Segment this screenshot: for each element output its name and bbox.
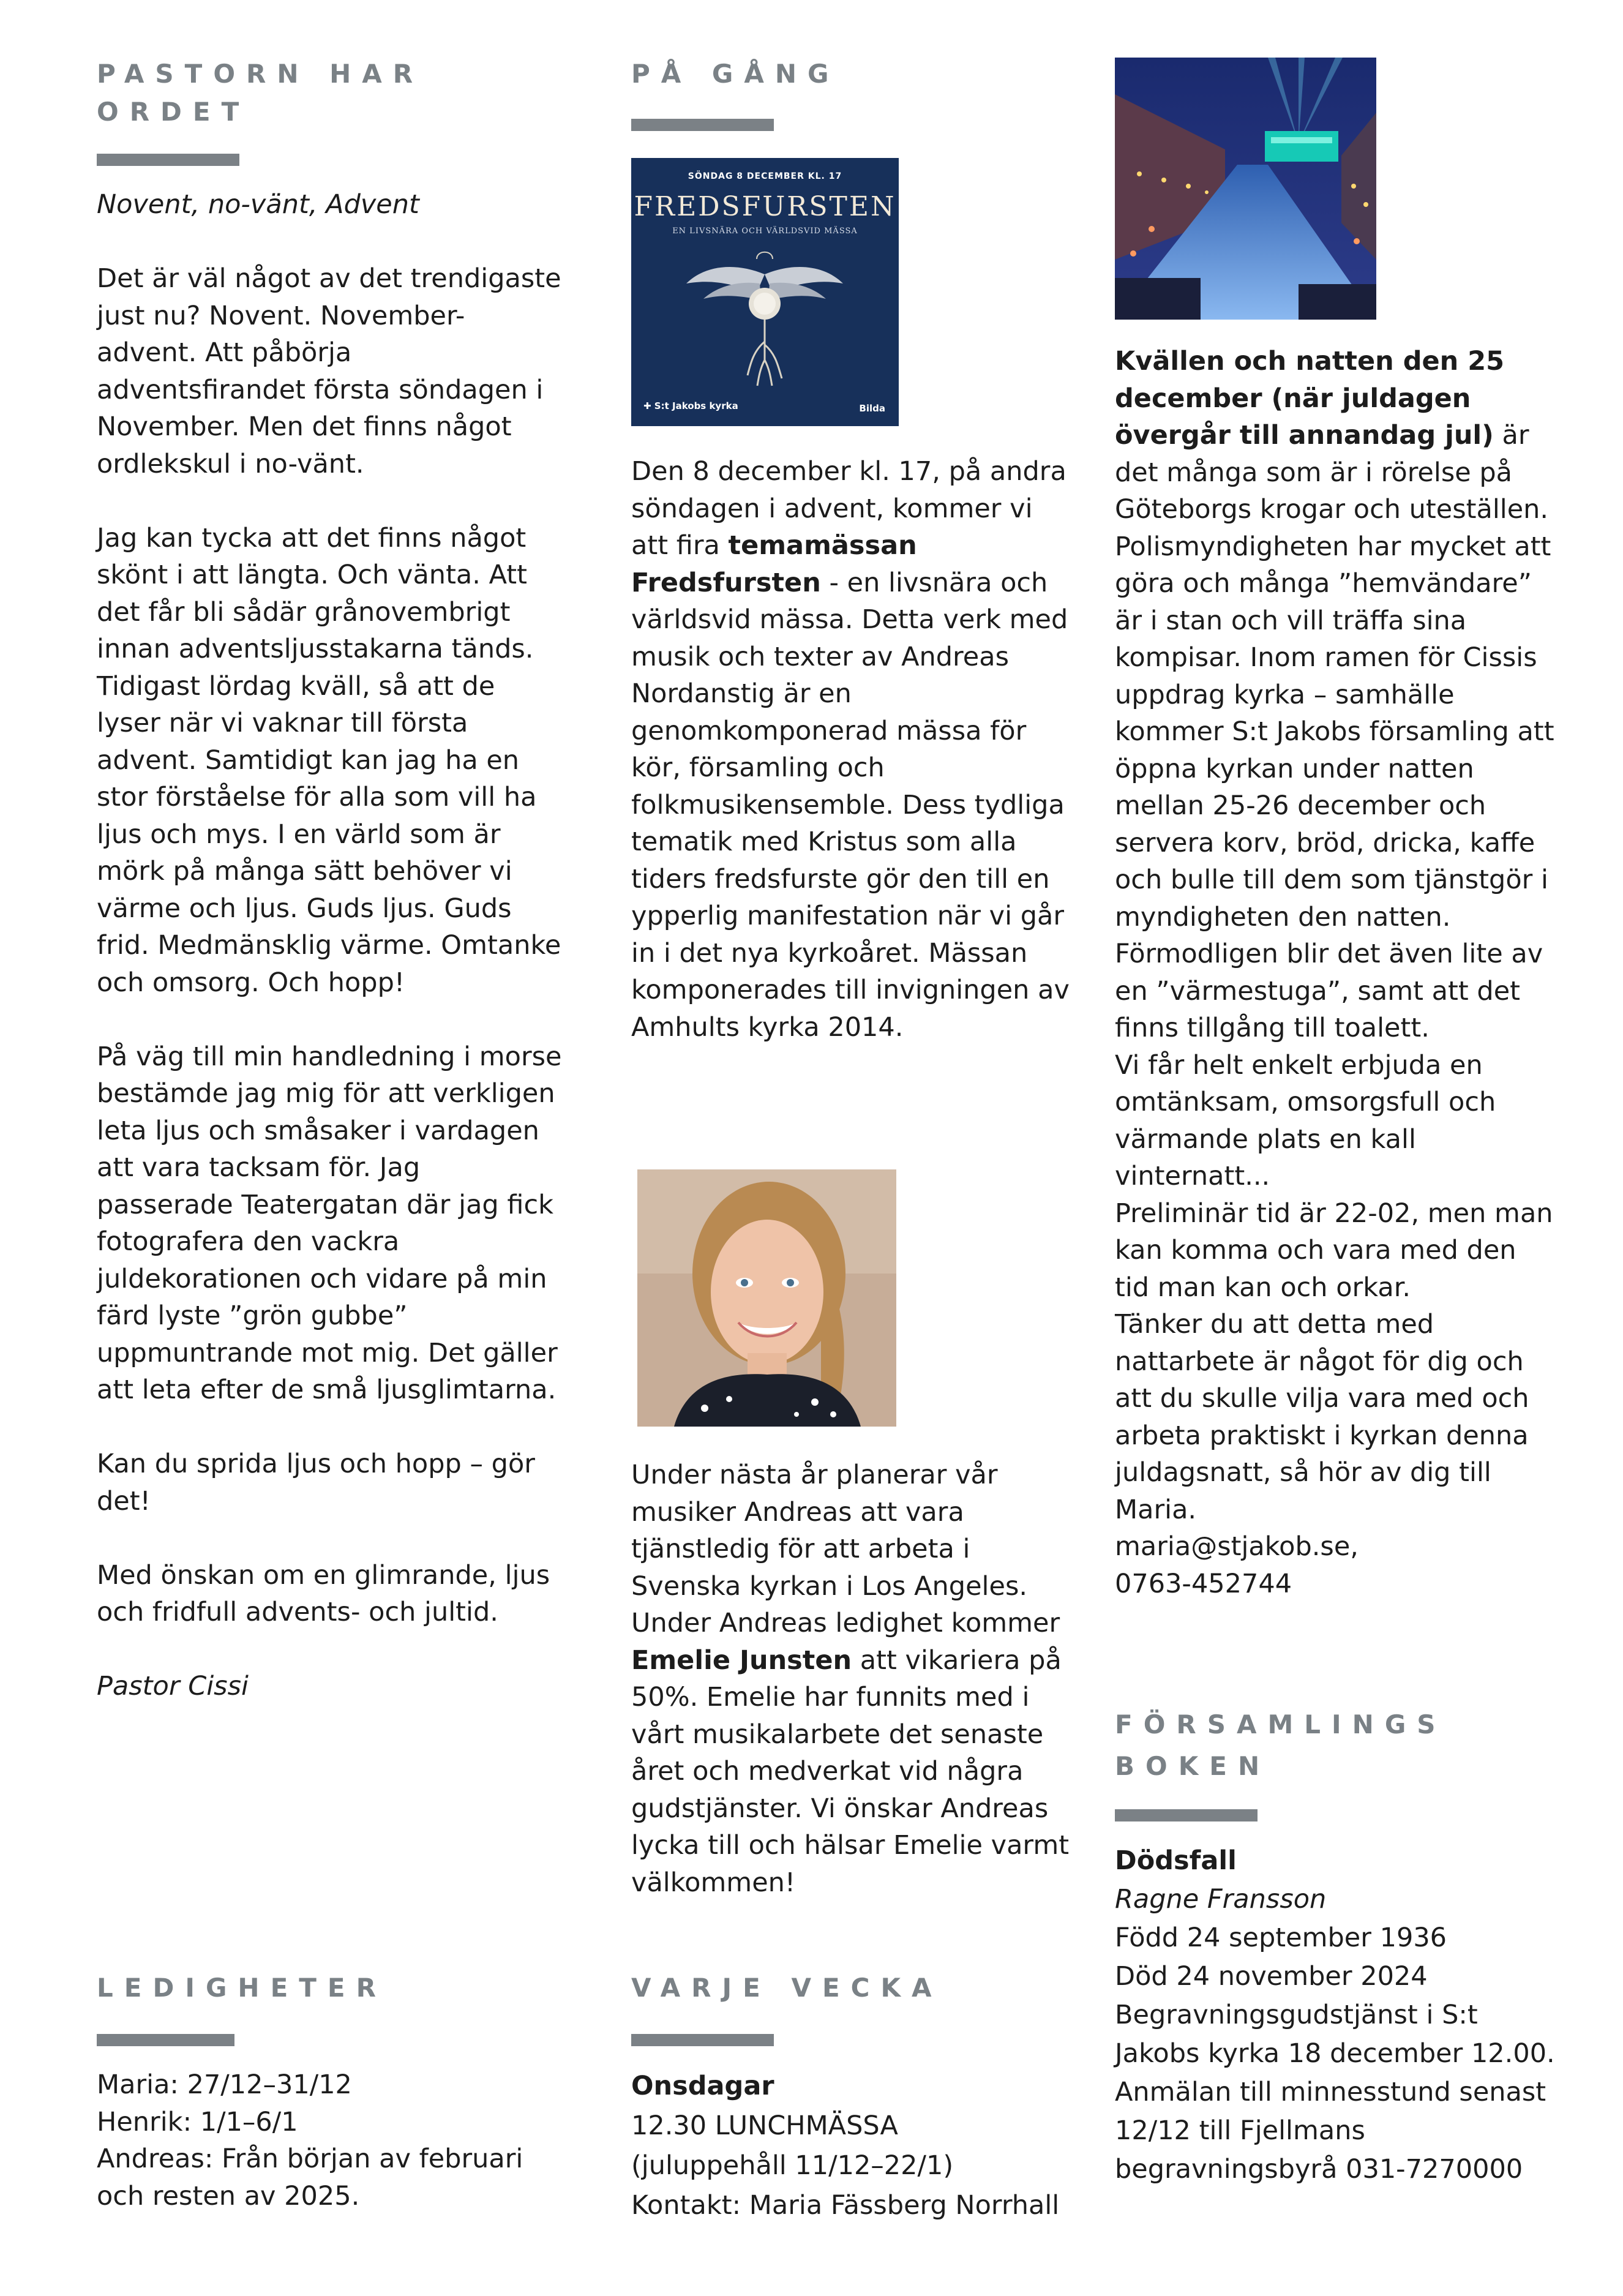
register-detail: Anmälan till minnesstund senast 12/12 till Fjellmans begravningsbyrå 031-7270000 [1115, 2077, 1546, 2185]
register-detail: Född 24 september 1936 [1115, 1923, 1447, 1953]
register-entry [1115, 1842, 1556, 2189]
pastor-paragraph: Kan du sprida ljus och hopp – gör det! [97, 1449, 535, 1517]
weekly-day: Onsdagar [631, 2071, 774, 2101]
register-detail: Död 24 november 2024 [1115, 1961, 1428, 1992]
leave-list [97, 2066, 525, 2215]
poster-subtitle: EN LIVSNÄRA OCH VÄRLDSVID MÄSSA [672, 227, 858, 236]
leave-item: Henrik: 1/1–6/1 [97, 2106, 298, 2137]
event-rest: - en livsnära och världsvid mässa. Detta verk med musik och texter av Andreas Nordanstig är en genomkomponerad mässa för kör, församling och folkmusikensemble. Dess tydliga tematik med Kristus som alla tiders fredsfurste gör den till en ypperlig manifestation när vi går in i det nya kyrkoåret. Mässan komponerades till invigningen av Amhults kyrka 2014. [631, 567, 1070, 1043]
musician-highlight: Emelie Junsten [631, 1645, 852, 1676]
events-heading-rule [631, 119, 774, 131]
event-paragraph [631, 453, 1072, 1046]
event-intro: Den 8 december kl. 17, på andra söndagen i advent, kommer vi att fira [631, 456, 1066, 561]
night-line: Vi får helt enkelt erbjuda en omtänksam, omsorgsfull och värmande plats en kall vinternatt... [1115, 1049, 1496, 1191]
weekly-heading-rule [631, 2034, 774, 2046]
pastor-paragraph: Det är väl något av det trendigaste just nu? Novent. November-advent. Att påbörja adventsfirandet första söndagen i November. Men det finns något ordlekskul i no-vänt. [97, 263, 561, 479]
pastor-paragraph: På väg till min handledning i morse bestämde jag mig för att verkligen leta ljus och småsaker i vardagen att vara tacksam för. Jag passerade Teatergatan där jag fick fotografera den vackra juldekorationen och vidare på min färd lyste ”grön gubbe” uppmuntrande mot mig. Det gäller att leta efter de små ljusglimtarna. [97, 1041, 562, 1405]
night-line: Preliminär tid är 22-02, men man kan komma och vara med den tid man kan och orkar. [1115, 1198, 1553, 1303]
register-heading: FÖRSAMLINGS BOKEN [1115, 1709, 1447, 1781]
leave-heading: LEDIGHETER [97, 1973, 387, 2003]
pastor-heading-rule [97, 154, 239, 166]
poster-title: FREDSFURSTEN [634, 191, 896, 222]
weekly-item: (juluppehåll 11/12–22/1) [631, 2150, 954, 2181]
weekly-list [631, 2066, 1072, 2226]
pastor-article [97, 186, 562, 1705]
pastor-heading: PASTORN HAR ORDET [97, 59, 424, 127]
pastor-paragraph: Med önskan om en glimrande, ljus och fridfull advents- och jultid. [97, 1559, 550, 1627]
event-article [631, 453, 1072, 1046]
musician-intro: Under nästa år planerar vår musiker Andreas att vara tjänstledig för att arbeta i Svenska kyrkan i Los Angeles. Under Andreas ledighet kommer [631, 1460, 1060, 1638]
events-heading: PÅ GÅNG [631, 59, 840, 89]
christmas-street-photo-image [1115, 58, 1376, 320]
poster-church-logo: ✚ S:t Jakobs kyrka [643, 400, 738, 411]
register-label: Dödsfall [1115, 1845, 1237, 1876]
weekly-item: 12.30 LUNCHMÄSSA [631, 2110, 898, 2141]
leave-heading-rule [97, 2034, 234, 2046]
pastor-subtitle: Novent, no-vänt, Advent [97, 189, 419, 220]
poster-date: SÖNDAG 8 DECEMBER KL. 17 [688, 171, 842, 181]
leave-item: Andreas: Från början av februari och resten av 2025. [97, 2144, 523, 2212]
night-highlight: Kvällen och natten den 25 december (när juldagen övergår till annandag jul) [1115, 346, 1505, 451]
night-line: Tänker du att detta med nattarbete är något för dig och att du skulle vilja vara med och arbeta praktiskt i kyrkan denna juldagsnatt, så hör av dig till Maria. [1115, 1309, 1529, 1525]
pastor-paragraph: Jag kan tycka att det finns något skönt i att längta. Och vänta. Att det får bli sådär grånovembrigt innan adventsljusstakarna tänds. Tidigast lördag kväll, så att de lyser när vi vaknar till första advent. Samtidigt kan jag ha en stor förståelse för alla som vill ha ljus och mys. I en värld som är mörk på många sätt behöver vi värme och ljus. Guds ljus. Guds frid. Medmänsklig värme. Omtanke och omsorg. Och hopp! [97, 522, 561, 998]
contact-email: maria@stjakob.se, [1115, 1531, 1359, 1562]
musician-rest: att vikariera på 50%. Emelie har funnits med i vårt musikalarbete det senaste året och medverkat vid några gudstjänster. Vi önskar Andreas lycka till och hälsar Emelie varmt välkommen! [631, 1645, 1070, 1898]
night-article [1115, 343, 1556, 1602]
pastor-signature: Pastor Cissi [97, 1671, 249, 1701]
poster-partner-logo: Bilda [859, 403, 885, 414]
night-rest: är det många som är i rörelse på Göteborgs krogar och uteställen. Polismyndigheten har mycket att göra och många ”hemvändare” är i stan och vill träffa sina kompisar. Inom ramen för Cissis uppdrag kyrka – samhälle kommer S:t Jakobs församling att öppna kyrkan under natten mellan 25-26 december och servera korv, bröd, dricka, kaffe och bulle till dem som tjänstgör i myndigheten den natten. Förmodligen blir det även lite av en ”värmestuga”, samt att det finns tillgång till toalett. [1115, 420, 1554, 1043]
poster-church-logo-text: S:t Jakobs kyrka [654, 400, 738, 411]
portrait-art [637, 1169, 896, 1427]
weekly-item: Kontakt: Maria Fässberg Norrhall [631, 2190, 1060, 2221]
musician-paragraph [631, 1457, 1072, 1901]
leave-item: Maria: 27/12–31/12 [97, 2069, 352, 2100]
weekly-heading: VARJE VECKA [631, 1973, 943, 2003]
fredsfursten-poster-image [631, 158, 899, 426]
register-heading-rule [1115, 1809, 1258, 1821]
night-paragraph [1115, 343, 1556, 1047]
emelie-junsten-portrait-image [637, 1169, 896, 1427]
musician-article [631, 1457, 1072, 1901]
deceased-name: Ragne Fransson [1115, 1884, 1327, 1915]
street-photo-art [1115, 58, 1376, 320]
contact-phone: 0763-452744 [1115, 1568, 1292, 1599]
event-highlight: temamässan Fredsfursten [631, 530, 917, 598]
register-detail: Begravningsgudstjänst i S:t Jakobs kyrka 18 december 12.00. [1115, 2000, 1555, 2069]
